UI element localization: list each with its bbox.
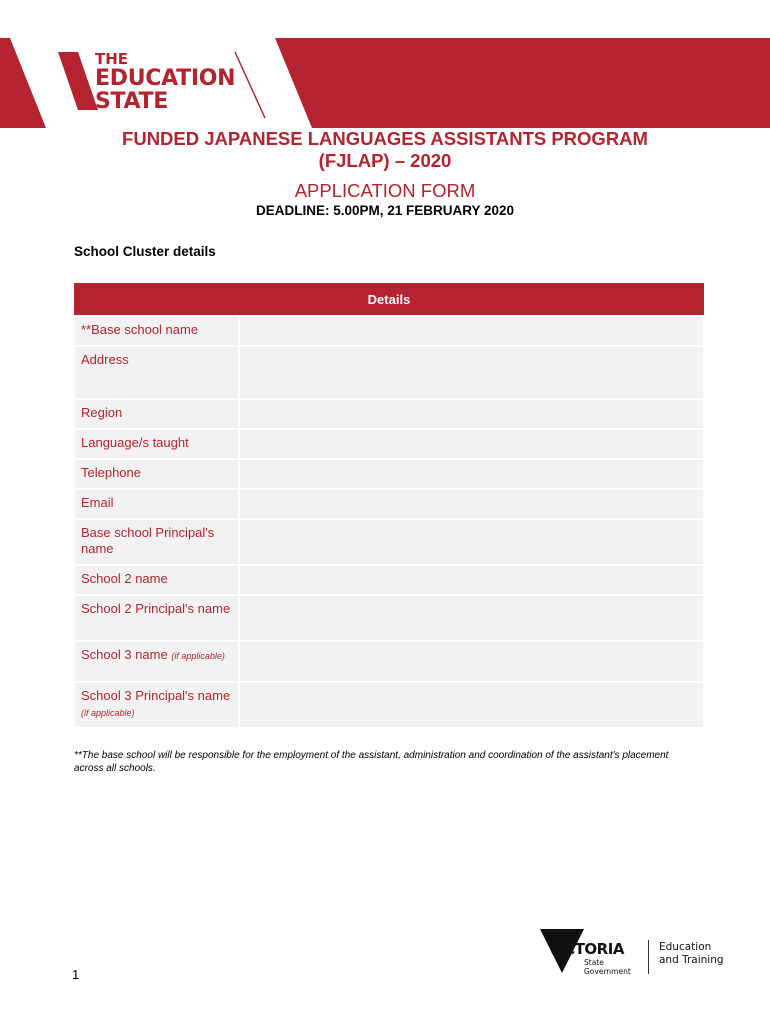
field-school-2-name[interactable] [239, 565, 704, 595]
row-label-school-3-name [74, 641, 239, 682]
field-school-3-name[interactable] [239, 641, 704, 682]
row-label-school-3-principal-name [74, 682, 239, 728]
field-base-school-name[interactable] [239, 316, 704, 346]
table-row [74, 682, 704, 728]
table-row [74, 489, 704, 519]
section-heading: School Cluster details [74, 244, 216, 259]
state-text: State [584, 958, 604, 967]
field-email[interactable] [239, 489, 704, 519]
logo-line-state: STATE [95, 89, 168, 114]
row-label-address: Address [74, 346, 239, 399]
row-label-school-2-name: School 2 name [74, 565, 239, 595]
table-row [74, 565, 704, 595]
state-government-text [584, 958, 631, 976]
row-label-school-2-principal-name: School 2 Principal's name [74, 595, 239, 641]
table-row [74, 429, 704, 459]
logo-line-the: THE [95, 50, 129, 68]
row-label-region: Region [74, 399, 239, 429]
row-label-base-principal-name: Base school Principal's name [74, 519, 239, 565]
field-telephone[interactable] [239, 459, 704, 489]
row-label-languages-taught: Language/s taught [74, 429, 239, 459]
document-title [0, 128, 770, 172]
dept-line-2: and Training [659, 953, 724, 966]
if-applicable-note: (if applicable) [81, 708, 135, 718]
table-row [74, 399, 704, 429]
document-subtitle: APPLICATION FORM [294, 180, 476, 201]
footnote: **The base school will be responsible for the employment of the assistant, administration and coordination of the assistant's placement across all schools. [74, 750, 669, 774]
deadline-text: DEADLINE: 5.00PM, 21 FEBRUARY 2020 [255, 203, 515, 218]
table-row [74, 346, 704, 399]
row-label-email: Email [74, 489, 239, 519]
field-base-principal-name[interactable] [239, 519, 704, 565]
row-label-school-3-name-text: School 3 name [81, 647, 168, 662]
table-row [74, 595, 704, 641]
page-number: 1 [72, 967, 80, 982]
field-region[interactable] [239, 399, 704, 429]
logo-divider [648, 940, 649, 974]
table-row [74, 519, 704, 565]
education-state-logo [95, 52, 235, 113]
victoria-wordmark: VICTORIA [548, 940, 624, 958]
if-applicable-note: (if applicable) [171, 651, 225, 661]
field-address[interactable] [239, 346, 704, 399]
table-row [74, 316, 704, 346]
field-school-2-principal-name[interactable] [239, 595, 704, 641]
table-row [74, 459, 704, 489]
details-table-header: Details [74, 283, 704, 316]
dept-line-1: Education [659, 941, 712, 953]
row-label-school-3-principal-text: School 3 Principal's name [81, 688, 231, 703]
field-languages-taught[interactable] [239, 429, 704, 459]
details-table [73, 283, 705, 729]
row-label-telephone: Telephone [74, 459, 239, 489]
field-school-3-principal-name[interactable] [239, 682, 704, 728]
logo-line-education: EDUCATION [95, 66, 236, 91]
table-row [74, 641, 704, 682]
department-name [659, 941, 724, 966]
title-line-1: FUNDED JAPANESE LANGUAGES ASSISTANTS PROGRAM [122, 128, 648, 149]
row-label-base-school-name: **Base school name [74, 316, 239, 346]
government-text: Government [584, 967, 631, 976]
title-line-2: (FJLAP) – 2020 [318, 150, 452, 171]
